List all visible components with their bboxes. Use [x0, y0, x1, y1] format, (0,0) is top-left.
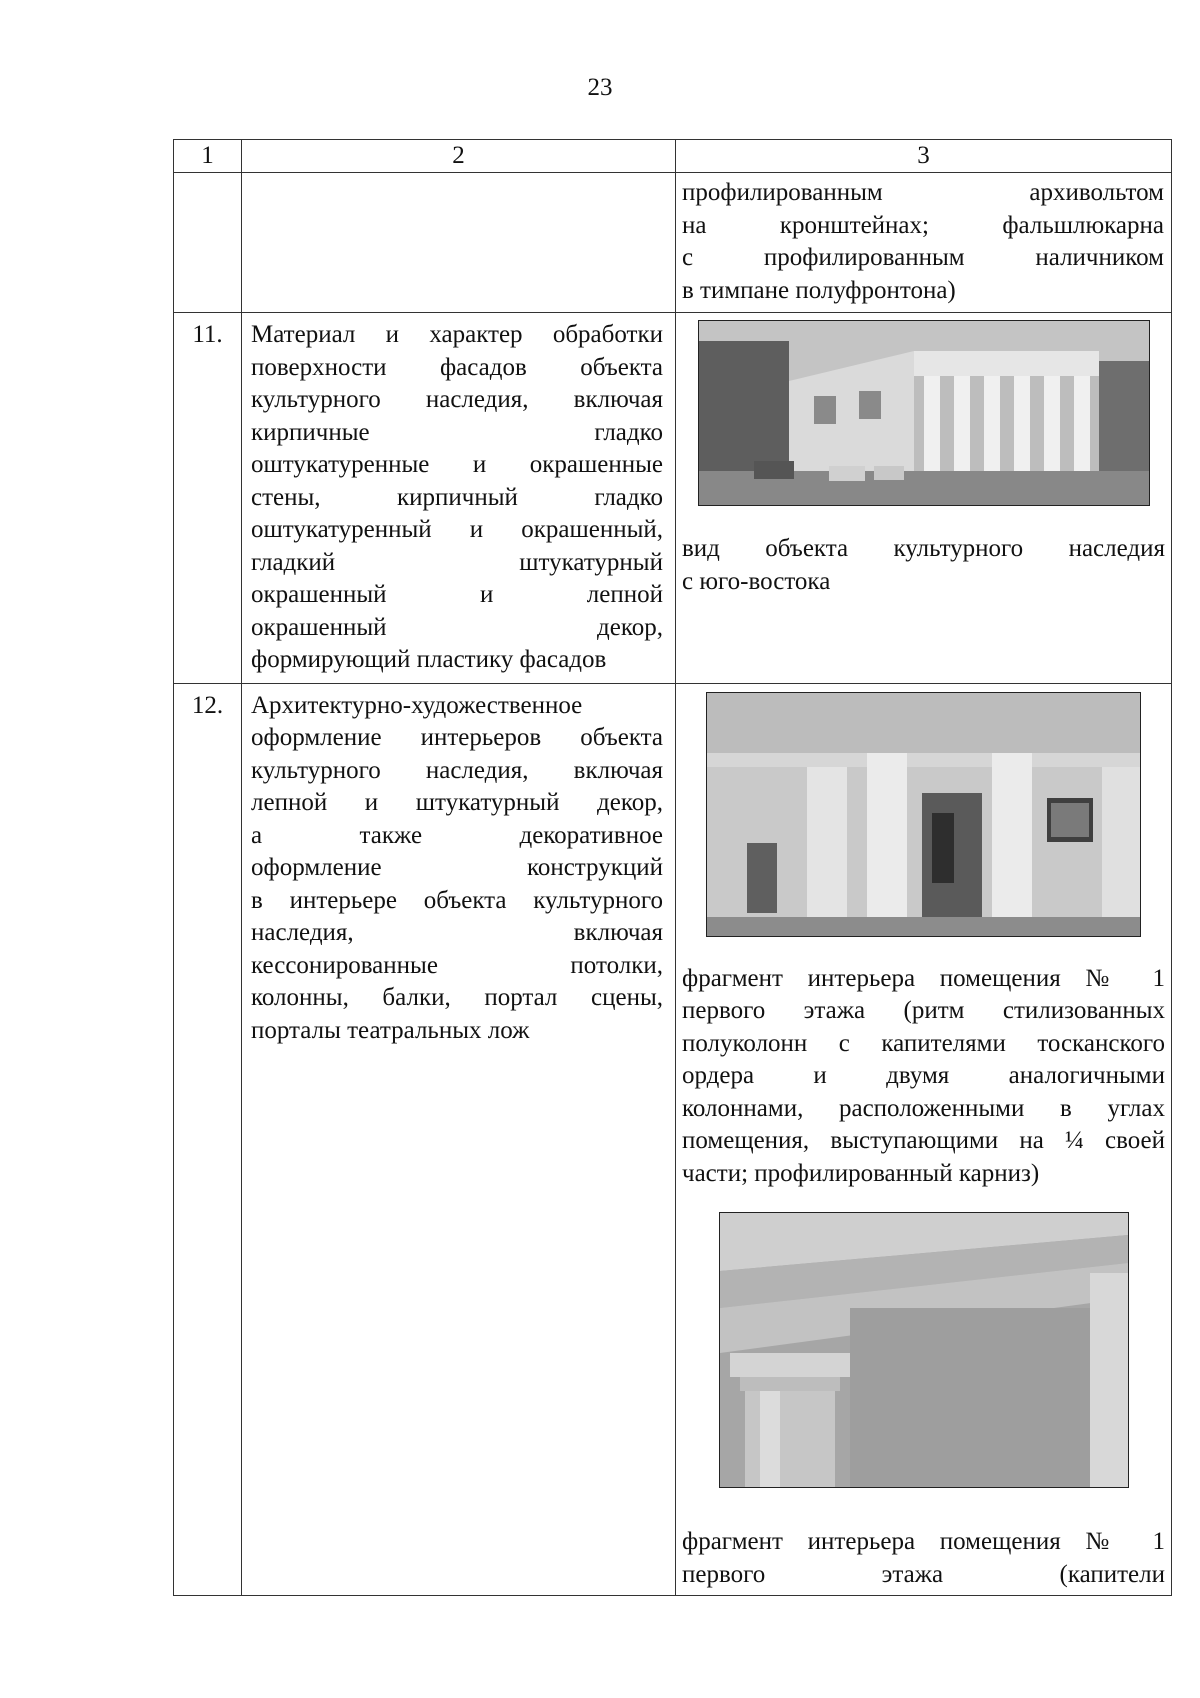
header-cell-1: 1	[174, 140, 242, 173]
monument-table	[173, 139, 1172, 1596]
text-line: порталы театральных лож	[251, 1016, 530, 1044]
page-number: 23	[587, 74, 613, 101]
text-line: наследия, включая	[251, 919, 663, 946]
text-line: окрашенный и лепной	[251, 581, 663, 608]
text-line: фрагмент интерьера помещения № 1	[682, 964, 1165, 992]
facade-photo	[698, 320, 1150, 506]
photo-caption-2	[676, 1526, 1171, 1591]
photo-caption-1	[676, 963, 1171, 1191]
text-line: оформление интерьеров объекта	[251, 724, 663, 751]
table-header-row	[174, 140, 1172, 173]
table-row-12	[174, 683, 1172, 1595]
text-line: полуколонн с капителями тосканского	[682, 1029, 1165, 1057]
text-line: фрагмент интерьера помещения № 1	[682, 1528, 1165, 1555]
interior-photo-2	[719, 1212, 1129, 1488]
interior-photo-1	[706, 692, 1141, 937]
text-line: Архитектурно-художественное	[251, 691, 583, 719]
text-line: оформление конструкций	[251, 854, 663, 881]
text-line: колоннами, расположенными в углах	[682, 1094, 1165, 1122]
text-line: культурного наследия, включая	[251, 756, 663, 784]
text-line: первого этажа (ритм стилизованных	[682, 997, 1165, 1024]
text-line: формирующий пластику фасадов	[251, 646, 607, 673]
table-row-11	[174, 313, 1172, 684]
text-line: профилированным архивольтом	[682, 179, 1164, 206]
text-line: культурного наследия, включая	[251, 386, 663, 413]
text-line: первого этажа (капители	[682, 1560, 1165, 1588]
text-line: колонны, балки, портал сцены,	[251, 984, 663, 1011]
text-line: оштукатуренные и окрашенные	[251, 451, 663, 478]
text-line: окрашенный декор,	[251, 613, 663, 641]
row-number: 12.	[174, 683, 242, 1595]
description-continued-cell	[676, 173, 1172, 313]
text-line: части; профилированный карниз)	[682, 1159, 1040, 1187]
text-line: вид объекта культурного наследия	[682, 535, 1165, 562]
text-line: Материал и характер обработки	[251, 321, 663, 348]
header-cell-3: 3	[676, 140, 1172, 173]
text-line: с юго-востока	[682, 567, 831, 595]
text-line: кессонированные потолки,	[251, 951, 663, 979]
header-cell-2: 2	[242, 140, 676, 173]
text-line: поверхности фасадов объекта	[251, 353, 663, 381]
description-cell	[242, 173, 676, 313]
text-line: на кронштейнах; фальшлюкарна	[682, 211, 1164, 239]
row-number: 11.	[174, 313, 242, 684]
row-12-media-cell	[676, 683, 1172, 1595]
row-number-cell	[174, 173, 242, 313]
text-line: лепной и штукатурный декор,	[251, 789, 663, 816]
text-line: гладкий штукатурный	[251, 548, 663, 576]
text-line: оштукатуренный и окрашенный,	[251, 516, 663, 543]
text-line: а также декоративное	[251, 821, 663, 849]
text-line: стены, кирпичный гладко	[251, 483, 663, 511]
text-line: в тимпане полуфронтона)	[682, 276, 956, 304]
row-11-description	[242, 313, 676, 684]
text-line: ордера и двумя аналогичными	[682, 1062, 1165, 1089]
table-row	[174, 173, 1172, 313]
photo-caption	[676, 533, 1171, 598]
text-line: помещения, выступающими на ¼ своей	[682, 1127, 1165, 1154]
text-line: в интерьере объекта культурного	[251, 886, 663, 914]
row-12-description	[242, 683, 676, 1595]
text-line: кирпичные гладко	[251, 418, 663, 446]
text-line: с профилированным наличником	[682, 244, 1164, 271]
row-11-media-cell	[676, 313, 1172, 684]
